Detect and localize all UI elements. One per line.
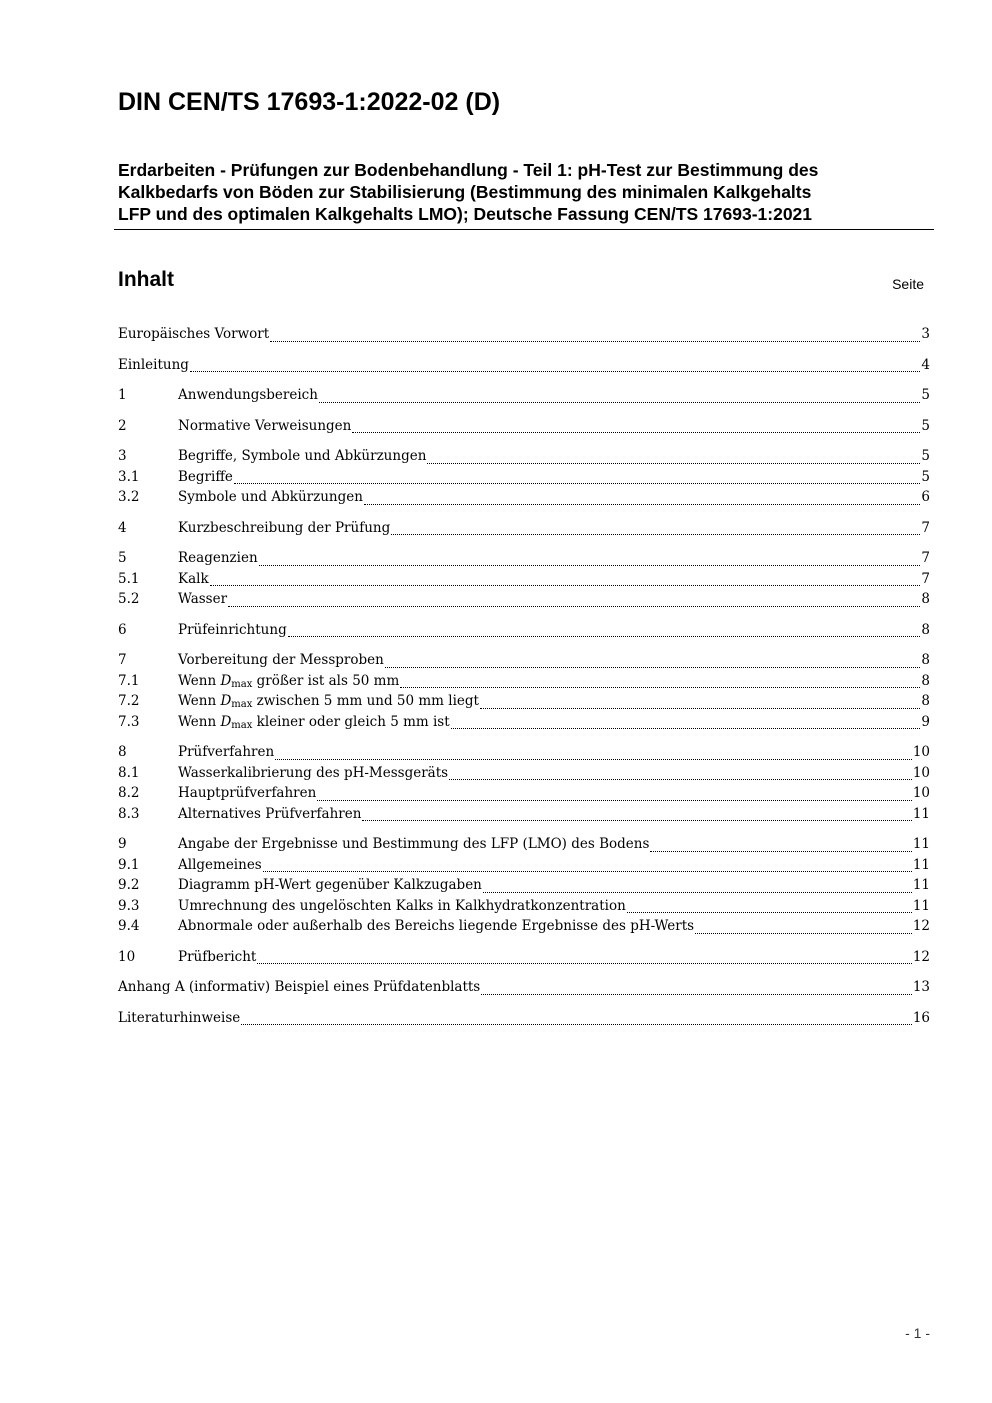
toc-entry[interactable] [118,1008,930,1029]
toc-dot-leader [391,534,920,535]
toc-entry-title: Prüfbericht [178,948,257,965]
toc-entry-page: 10 [912,785,930,801]
toc-entry-number: 1 [118,387,127,403]
symbol-d-max: D [220,713,232,730]
toc-entry-page: 9 [921,713,930,730]
toc-dot-leader [362,820,911,821]
symbol-subscript: max [231,719,253,731]
toc-entry-number: 5.1 [118,570,140,587]
toc-heading: Inhalt [118,268,174,291]
toc-entry-title: Angabe der Ergebnisse und Bestimmung des LFP (LMO) des Bodens [178,836,650,852]
toc-dot-leader [275,759,912,760]
toc-dot-leader [364,504,920,505]
toc-entry-title: Anhang A (informativ) Beispiel eines Prüfdatenblatts [118,979,481,995]
toc-entry-number: 10 [118,948,136,965]
toc-dot-leader [319,402,920,403]
toc-entry-page: 16 [912,1009,930,1026]
toc-entry-number: 3 [118,448,127,464]
toc-entry-title-suffix: größer ist als 50 mm [252,672,400,689]
toc-entry-title-suffix: kleiner oder gleich 5 mm ist [252,713,450,730]
toc-entry-title: Reagenzien [178,550,258,566]
toc-entry[interactable] [118,518,930,539]
toc-entry-page: 4 [921,356,930,373]
toc-entry[interactable] [118,916,930,937]
toc-entry[interactable] [118,355,930,376]
toc-dot-leader [190,371,920,372]
toc-dot-leader [288,636,921,637]
page-number: - 1 - [905,1325,930,1341]
toc-entry[interactable] [118,385,930,406]
toc-dot-leader [449,779,912,780]
toc-entry-number: 7.3 [118,713,140,730]
toc-entry-page: 11 [912,805,930,822]
toc-entry[interactable] [118,712,930,733]
toc-entry[interactable] [118,947,930,968]
toc-entry[interactable] [118,671,930,692]
toc-entry[interactable] [118,650,930,671]
toc-entry[interactable] [118,763,930,784]
toc-entry[interactable] [118,742,930,763]
toc-entry-number: 7.1 [118,672,140,689]
toc-entry-page: 8 [921,621,930,638]
toc-entry[interactable] [118,548,930,569]
toc-entry[interactable] [118,467,930,488]
toc-entry-number: 8 [118,744,127,760]
toc-entry-page: 11 [912,836,930,852]
toc-dot-leader [400,687,920,688]
toc-entry-page: 11 [912,897,930,914]
toc-entry-page: 11 [912,877,930,893]
toc-entry-title: Begriffe, Symbole und Abkürzungen [178,448,427,464]
toc-dot-leader [352,432,920,433]
toc-dot-leader [650,851,911,852]
toc-dot-leader [210,585,921,586]
toc-entry-number: 3.2 [118,489,140,505]
toc-entry[interactable] [118,896,930,917]
toc-entry-number: 5.2 [118,591,140,607]
toc-entry-title: Europäisches Vorwort [118,326,270,342]
toc-entry-title: Allgemeines [178,856,262,873]
toc-entry-page: 3 [921,326,930,342]
toc-entry-title: Wasser [178,591,228,607]
document-subtitle [118,159,936,225]
toc-entry-title: Prüfverfahren [178,744,275,760]
toc-entry[interactable] [118,620,930,641]
toc-entry-page: 7 [921,550,930,566]
toc-entry-page: 6 [921,489,930,505]
toc-dot-leader [241,1024,912,1025]
toc-entry-title: Umrechnung des ungelöschten Kalks in Kalkhydratkonzentration [178,897,626,914]
toc-entry-title: Vorbereitung der Messproben [178,652,384,668]
toc-entry-number: 4 [118,519,127,536]
toc-entry-page: 13 [912,979,930,995]
toc-entry-number: 9.3 [118,897,140,914]
toc-entry-number: 3.1 [118,468,140,485]
toc-entry-title: Abnormale oder außerhalb des Bereichs liegende Ergebnisse des pH-Werts [178,918,695,934]
toc-entry-page: 8 [921,652,930,668]
toc-entry-page: 12 [912,948,930,965]
toc-entry-page: 5 [921,468,930,485]
toc-dot-leader [483,892,912,893]
subtitle-line: Kalkbedarfs von Böden zur Stabilisierung (Bestimmung des minimalen Kalkgehalts [118,182,812,202]
toc-entry-page: 5 [921,417,930,434]
document-id: DIN CEN/TS 17693-1:2022-02 (D) [118,88,501,116]
toc-entry[interactable] [118,324,930,345]
toc-dot-leader [263,871,912,872]
toc-entry-title: Prüfeinrichtung [178,621,287,638]
toc-entry-title: Anwendungsbereich [178,387,318,403]
toc-page-column-label: Seite [892,276,924,292]
toc-entry-title: Wasserkalibrierung des pH-Messgeräts [178,764,449,781]
toc-entry-title: Literaturhinweise [118,1009,241,1026]
toc-entry-page: 8 [921,672,930,689]
toc-entry-number: 8.1 [118,764,140,781]
toc-entry-number: 8.2 [118,785,140,801]
toc-entry[interactable] [118,875,930,896]
toc-entry[interactable] [118,804,930,825]
toc-dot-leader [385,667,921,668]
title-divider [114,229,934,230]
subtitle-line: LFP und des optimalen Kalkgehalts LMO); Deutsche Fassung CEN/TS 17693-1:2021 [118,204,813,224]
toc-entry-page: 7 [921,519,930,536]
toc-entry[interactable] [118,834,930,855]
toc-entry-number: 9.2 [118,877,140,893]
symbol-subscript: max [231,699,253,710]
toc-dot-leader [427,463,920,464]
toc-entry-title: Hauptprüfverfahren [178,785,317,801]
toc-dot-leader [259,565,921,566]
toc-entry-title: Normative Verweisungen [178,417,352,434]
toc-entry-number: 5 [118,550,127,566]
toc-entry-number: 9 [118,836,127,852]
toc-entry-title [178,712,450,737]
toc-entry-title-suffix: zwischen 5 mm und 50 mm liegt [252,693,479,709]
toc-dot-leader [270,341,920,342]
toc-entry-title: Begriffe [178,468,233,485]
toc-entry-page: 5 [921,387,930,403]
toc-dot-leader [228,606,920,607]
toc-entry-title-prefix: Wenn [178,693,221,709]
toc-entry[interactable] [118,416,930,437]
toc-entry-title: Symbole und Abkürzungen [178,489,363,505]
toc-entry-number: 9.4 [118,918,140,934]
toc-entry-number: 6 [118,621,127,638]
toc-dot-leader [234,483,921,484]
toc-entry-number: 2 [118,417,127,434]
toc-entry-page: 8 [921,591,930,607]
toc-entry-page: 11 [912,856,930,873]
toc-entry-page: 8 [921,693,930,709]
symbol-d-max: D [220,693,232,709]
table-of-contents [118,324,930,1028]
toc-entry-page: 7 [921,570,930,587]
toc-entry[interactable] [118,569,930,590]
toc-entry-number: 9.1 [118,856,140,873]
toc-entry-page: 5 [921,448,930,464]
symbol-subscript: max [231,678,253,690]
subtitle-line: Erdarbeiten - Prüfungen zur Bodenbehandlung - Teil 1: pH-Test zur Bestimmung des [118,160,819,180]
toc-dot-leader [481,994,912,995]
toc-dot-leader [480,708,920,709]
toc-entry[interactable] [118,977,930,998]
toc-entry-title-prefix: Wenn [178,713,221,730]
toc-dot-leader [257,963,912,964]
toc-entry[interactable] [118,783,930,804]
toc-entry-number: 7.2 [118,693,140,709]
toc-entry-number: 7 [118,652,127,668]
toc-entry[interactable] [118,589,930,610]
symbol-d-max: D [220,672,232,689]
toc-entry[interactable] [118,691,930,712]
toc-entry-title: Alternatives Prüfverfahren [178,805,362,822]
toc-entry-title: Kurzbeschreibung der Prüfung [178,519,391,536]
toc-entry-page: 10 [912,764,930,781]
toc-dot-leader [451,728,921,729]
toc-entry-page: 12 [912,918,930,934]
toc-entry-title: Kalk [178,570,209,587]
toc-dot-leader [317,800,911,801]
toc-entry-number: 8.3 [118,805,140,822]
toc-entry-title: Einleitung [118,356,189,373]
toc-dot-leader [695,933,912,934]
toc-entry-page: 10 [912,744,930,760]
toc-entry[interactable] [118,487,930,508]
toc-entry-title-prefix: Wenn [178,672,221,689]
toc-entry[interactable] [118,855,930,876]
toc-entry[interactable] [118,446,930,467]
toc-entry-title: Diagramm pH-Wert gegenüber Kalkzugaben [178,877,482,893]
toc-dot-leader [627,912,912,913]
